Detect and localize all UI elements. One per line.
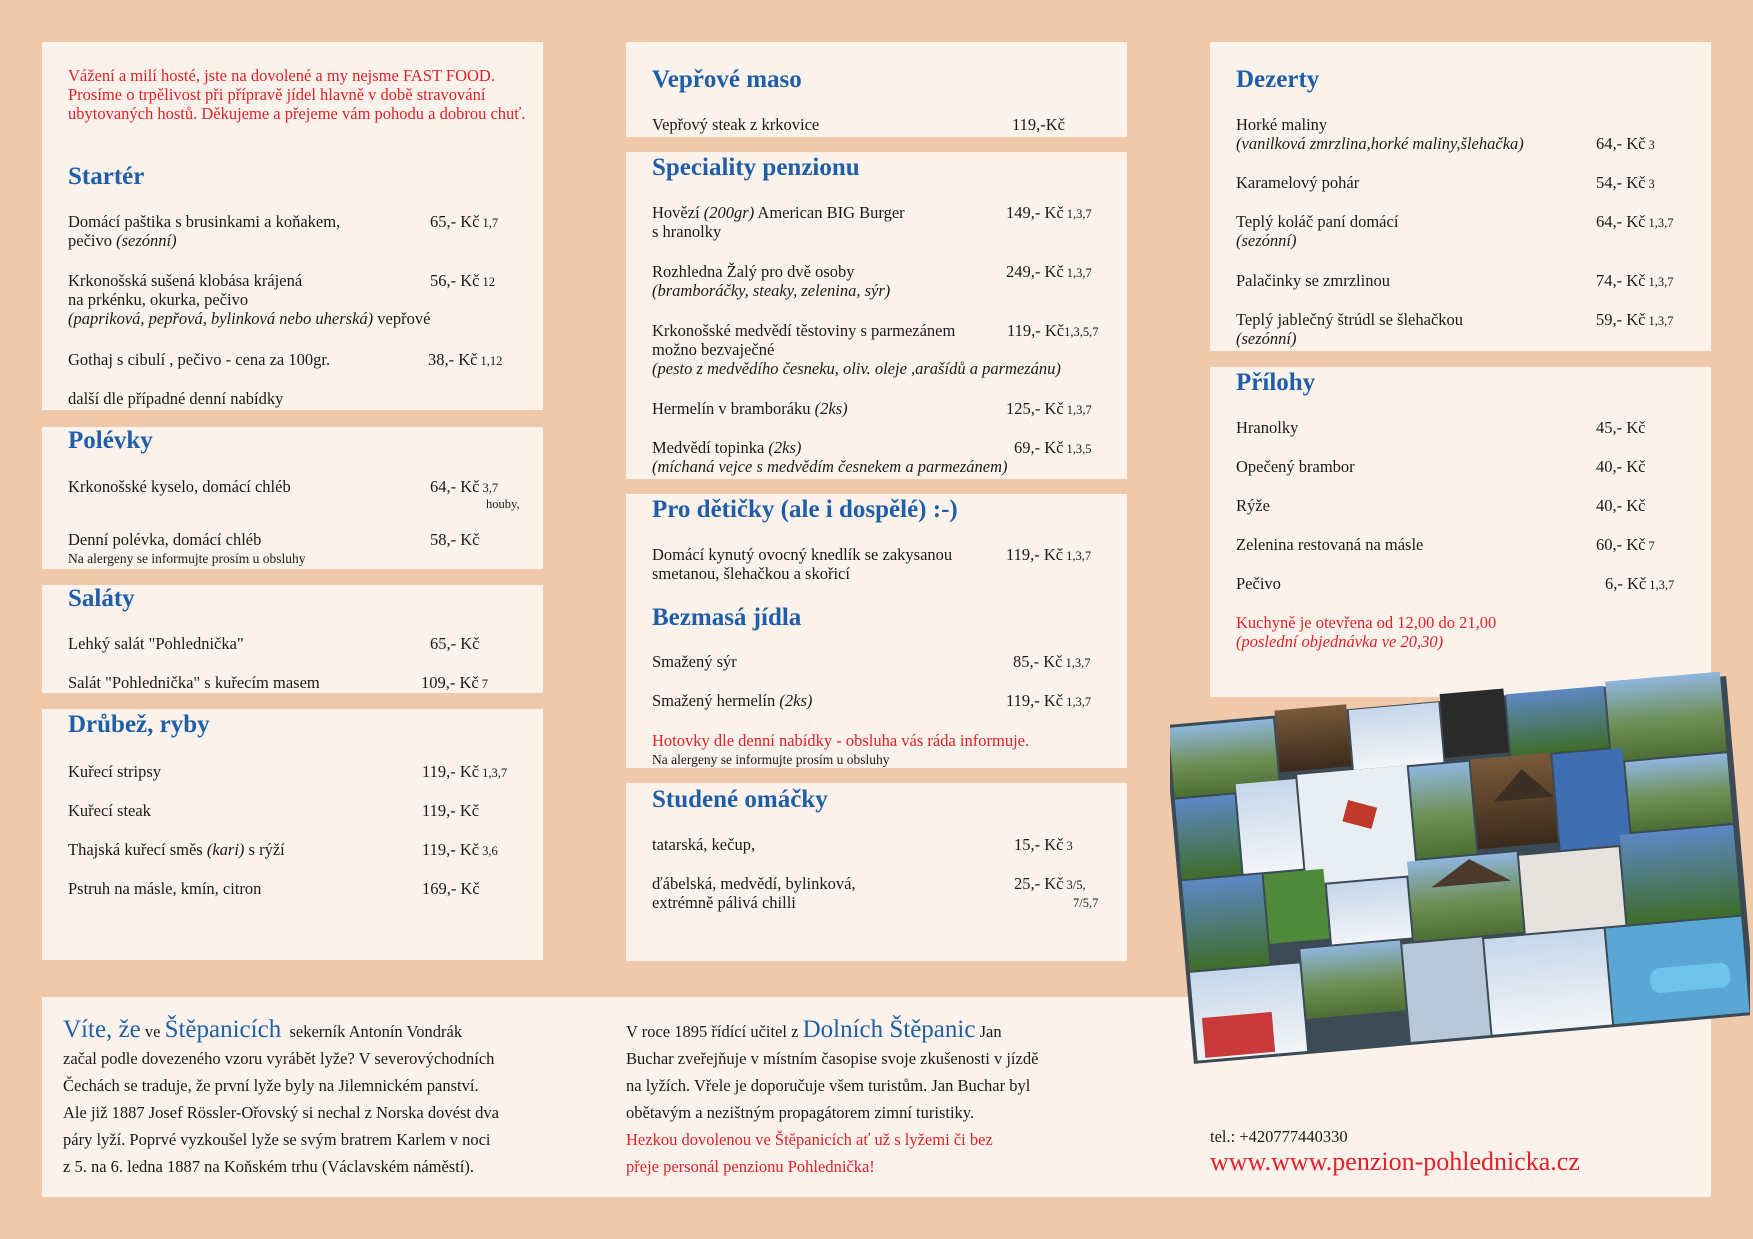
daily-dishes-note: Hotovky dle denní nabídky - obsluha vás ráda informuje.: [652, 731, 1030, 750]
item-price: 6,- Kč: [1605, 574, 1647, 593]
item-allergens: 1,7: [482, 216, 499, 230]
item-price: 109,- Kč: [421, 673, 479, 692]
greeting-line: Hezkou dovolenou ve Štěpanicích ať už s lyžemi či bez: [626, 1130, 993, 1149]
item-price: 65,- Kč: [430, 212, 480, 231]
item-note: (papriková, pepřová, bylinková nebo uherská): [68, 309, 374, 328]
item-price: 119,- Kč: [422, 840, 480, 859]
item-name-line2: extrémně pálivá chilli: [652, 893, 796, 912]
item-name-line2: s hranolky: [652, 222, 722, 241]
item-name: Denní polévka, domácí chléb: [68, 530, 262, 549]
highlight-place: Dolních Štěpanic: [802, 1016, 976, 1043]
panel-poultry: [42, 709, 543, 960]
phone-number[interactable]: tel.: +420777440330: [1210, 1127, 1348, 1146]
item-name: tatarská, kečup,: [652, 835, 756, 854]
item-price: 125,- Kč: [1006, 399, 1064, 418]
item-price: 74,- Kč: [1596, 271, 1646, 290]
item-name: Krkonošské kyselo, domácí chléb: [68, 477, 291, 496]
item-name: Smažený sýr: [652, 652, 737, 671]
item-allergens: 1,12: [480, 354, 503, 368]
item-note: (200gr): [703, 203, 755, 222]
item-allergens: 1,3,5,7: [1064, 325, 1099, 339]
allergen-note: Na alergeny se informujte prosím u obsluhy: [68, 551, 306, 566]
item-name: Krkonošské medvědí těstoviny s parmezánem: [652, 321, 956, 340]
website-link[interactable]: www.www.penzion-pohlednicka.cz: [1210, 1147, 1580, 1176]
item-name: Vepřový steak z krkovice: [652, 115, 820, 134]
item-name: Palačinky se zmrzlinou: [1236, 271, 1390, 290]
item-allergens: 3/5,: [1066, 878, 1086, 892]
item-name: Smažený hermelín: [652, 691, 776, 710]
ski-history-middle: [626, 1016, 1096, 1180]
item-name: Domácí paštika s brusinkami a koňakem,: [68, 212, 341, 231]
item-note: (kari): [206, 840, 245, 859]
item-note: (pesto z medvědího česneku, oliv. oleje ,arašídů a parmezánu): [652, 359, 1061, 378]
item-allergens: 1,3,7: [1648, 314, 1674, 328]
item-price: 58,- Kč: [430, 530, 480, 549]
item-price: 15,- Kč: [1014, 835, 1064, 854]
starter-note: další dle případné denní nabídky: [68, 389, 284, 408]
item-allergens: 1,3,7: [1648, 216, 1674, 230]
photo-collage-image: [1170, 665, 1750, 1075]
item-allergens: 1,3,7: [1066, 266, 1092, 280]
specialties-title: Speciality penzionu: [652, 154, 860, 181]
highlight-place: Štěpanicích: [164, 1016, 282, 1043]
item-name: Domácí kynutý ovocný knedlík se zakysanou: [652, 545, 953, 564]
item-price: 45,- Kč: [1596, 418, 1646, 437]
item-price: 40,- Kč: [1596, 457, 1646, 476]
item-name-line2: možno bezvaječné: [652, 340, 775, 359]
item-allergens: 7: [1648, 539, 1655, 553]
item-name: Rýže: [1236, 496, 1270, 515]
item-price: 85,- Kč: [1013, 652, 1063, 671]
item-name: Rozhledna Žalý pro dvě osoby: [652, 262, 855, 281]
item-name: Karamelový pohár: [1236, 173, 1360, 192]
item-note: (bramboráčky, steaky, zelenina, sýr): [652, 281, 891, 300]
item-note: (2ks): [779, 691, 813, 710]
item-price: 65,- Kč: [430, 634, 480, 653]
item-allergens: 3,6: [482, 844, 498, 858]
text-line: na lyžích. Vřele je doporučuje všem turistům. Jan Buchar byl: [626, 1076, 1031, 1095]
item-note: (sezónní): [116, 231, 177, 250]
item-allergens: 1,3,7: [482, 766, 508, 780]
last-order: (poslední objednávka ve 20,30): [1236, 632, 1444, 651]
item-price: 56,- Kč: [430, 271, 480, 290]
text-fragment: V roce 1895 řídící učitel z: [626, 1022, 799, 1041]
item-allergens: 3: [1648, 177, 1655, 191]
item-name: Zelenina restovaná na másle: [1236, 535, 1424, 554]
item-name-after: s rýží: [248, 840, 285, 859]
item-note: (sezónní): [1236, 231, 1297, 250]
item-name: Lehký salát "Pohlednička": [68, 634, 244, 653]
text-line: z 5. na 6. ledna 1887 na Koňském trhu (Václavském náměstí).: [63, 1157, 475, 1176]
pork-title: Vepřové maso: [652, 66, 802, 93]
item-name: Hermelín v bramboráku: [652, 399, 811, 418]
item-name: Kuřecí steak: [68, 801, 151, 820]
text-line: páry lyží. Poprvé vyzkoušel lyže se svým bratrem Karlem v noci: [63, 1130, 491, 1149]
item-note-plain: vepřové: [377, 309, 431, 328]
item-note: (2ks): [768, 438, 802, 457]
item-name: Teplý jablečný štrúdl se šlehačkou: [1236, 310, 1464, 329]
sauces-title: Studené omáčky: [652, 786, 828, 813]
item-price: 119,- Kč: [422, 801, 480, 820]
item-allergens: 1,3,7: [1066, 695, 1092, 709]
meatless-title: Bezmasá jídla: [652, 604, 802, 631]
item-name: Salát "Pohlednička" s kuřecím masem: [68, 673, 320, 692]
item-name-line2: smetanou, šlehačkou a skořicí: [652, 564, 850, 583]
starter-title: Startér: [68, 163, 145, 190]
item-allergens: 1,3,7: [1066, 207, 1092, 221]
highlight-text: Víte, že: [63, 1016, 141, 1043]
item-allergens: 3,7: [482, 481, 499, 495]
item-allergens: 1,3,5: [1066, 442, 1092, 456]
item-allergens: 12: [482, 275, 495, 289]
item-price: 38,- Kč: [428, 350, 478, 369]
item-name: Thajská kuřecí směs: [68, 840, 203, 859]
item-price: 119,-Kč: [1012, 115, 1065, 134]
item-name-line2: pečivo: [68, 231, 112, 250]
text-line: Ale již 1887 Josef Rössler-Ořovský si nechal z Norska dovést dva: [63, 1103, 499, 1122]
item-price: 69,- Kč: [1014, 438, 1064, 457]
item-allergens: 1,3,7: [1065, 656, 1091, 670]
item-price: 169,- Kč: [422, 879, 480, 898]
item-name: Pečivo: [1236, 574, 1281, 593]
item-allergens: 1,3,7: [1066, 549, 1092, 563]
text-line: obětavým a nezištným propagátorem zimní turistiky.: [626, 1103, 975, 1122]
item-name: Pstruh na másle, kmín, citron: [68, 879, 262, 898]
item-name: Gothaj s cibulí , pečivo - cena za 100gr.: [68, 350, 331, 369]
photo-collage: [1170, 665, 1750, 1075]
item-allergen-extra: houby,: [486, 497, 520, 511]
text-line: Buchar zveřejňuje v místním časopise svoje zkušenosti v jízdě: [626, 1049, 1039, 1068]
item-price: 59,- Kč: [1596, 310, 1646, 329]
item-name: Teplý koláč paní domácí: [1236, 212, 1399, 231]
panel-specialties: [626, 152, 1127, 479]
item-price: 119,- Kč: [1006, 545, 1064, 564]
item-name: Medvědí topinka: [652, 438, 765, 457]
item-allergens: 3: [1648, 138, 1655, 152]
item-price: 249,- Kč: [1006, 262, 1064, 281]
item-price: 64,- Kč: [1596, 134, 1646, 153]
item-price: 149,- Kč: [1006, 203, 1064, 222]
item-name: Krkonošská sušená klobása krájená: [68, 271, 303, 290]
item-price: 25,- Kč: [1014, 874, 1064, 893]
item-price: 60,- Kč: [1596, 535, 1646, 554]
poultry-title: Drůbež, ryby: [68, 711, 210, 738]
item-allergens: 1,3,7: [1648, 275, 1674, 289]
text-line: Čechách se traduje, že první lyže byly na Jilemnickém panství.: [63, 1076, 479, 1095]
text-fragment: Jan: [979, 1022, 1002, 1041]
item-price: 119,- Kč: [1006, 691, 1064, 710]
salads-title: Saláty: [68, 585, 135, 612]
item-note: (sezónní): [1236, 329, 1297, 348]
item-name: Horké maliny: [1236, 115, 1328, 134]
kids-title: Pro dětičky (ale i dospělé) :-): [652, 496, 958, 523]
item-name-after: American BIG Burger: [757, 203, 905, 222]
item-name: ďábelská, medvědí, bylinková,: [652, 874, 856, 893]
item-name: Kuřecí stripsy: [68, 762, 162, 781]
item-name: Hovězí: [652, 203, 700, 222]
item-price: 64,- Kč: [1596, 212, 1646, 231]
item-allergens: 7: [481, 677, 488, 691]
text-line: začal podle dovezeného vzoru vyrábět lyže? V severovýchodních: [63, 1049, 495, 1068]
item-price: 54,- Kč: [1596, 173, 1646, 192]
item-note: (2ks): [814, 399, 848, 418]
item-allergens-line2: 7/5,7: [1073, 896, 1099, 910]
item-name: Hranolky: [1236, 418, 1299, 437]
intro-note: Vážení a milí hosté, jste na dovolené a my nejsme FAST FOOD. Prosíme o trpělivost při přípravě jídel hlavně v době stravování ubytovaných hostů. Děkujeme a přejeme vám pohodu a dobrou chuť.: [68, 66, 526, 123]
desserts-title: Dezerty: [1236, 66, 1320, 93]
text-fragment: sekerník Antonín Vondrák: [289, 1022, 463, 1041]
item-note: (vanilková zmrzlina,horké maliny,šlehačka): [1236, 134, 1524, 153]
item-price: 40,- Kč: [1596, 496, 1646, 515]
item-price: 64,- Kč: [430, 477, 480, 496]
allergen-note: Na alergeny se informujte prosím u obsluhy: [652, 752, 890, 767]
kitchen-hours: Kuchyně je otevřena od 12,00 do 21,00: [1236, 613, 1497, 632]
item-allergens: 1,3,7: [1649, 578, 1675, 592]
ski-history-left: [63, 1016, 563, 1180]
item-allergens: 3: [1066, 839, 1073, 853]
greeting-line: přeje personál penzionu Pohlednička!: [626, 1157, 875, 1176]
item-name-line2: na prkénku, okurka, pečivo: [68, 290, 249, 309]
item-allergens: 1,3,7: [1066, 403, 1092, 417]
item-note-line2: (míchaná vejce s medvědím česnekem a parmezánem): [652, 457, 1008, 476]
sides-title: Přílohy: [1236, 369, 1316, 396]
soups-title: Polévky: [68, 427, 153, 454]
item-name: Opečený brambor: [1236, 457, 1355, 476]
item-price: 119,- Kč: [422, 762, 480, 781]
text-fragment: ve: [144, 1022, 161, 1041]
item-price: 119,- Kč: [1007, 321, 1065, 340]
